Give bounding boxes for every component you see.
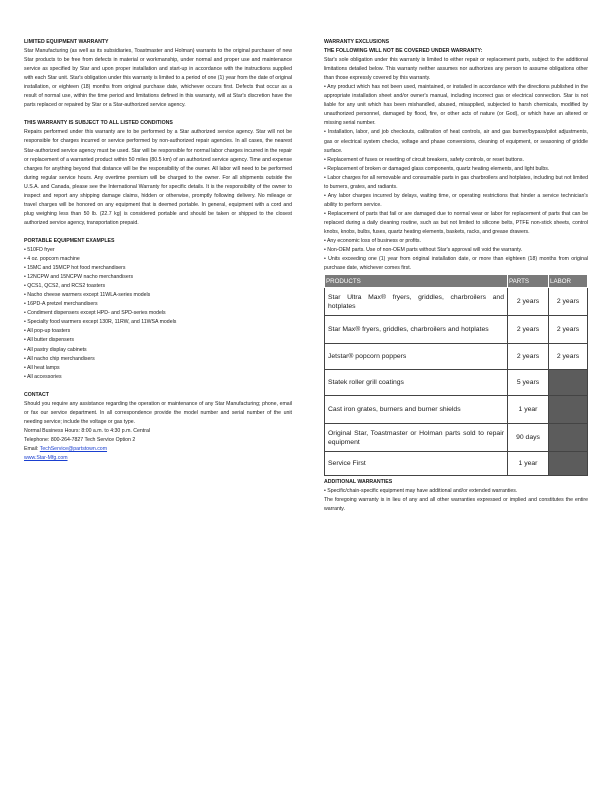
labor-cell-empty bbox=[549, 424, 588, 452]
exclusions-text: Star's sole obligation under this warranty is limited to either repair or replacement parts, subject to the additional limitations detailed below. This warranty neither assumes nor authorizes any person to assume obligations other than those expressly covered by this warranty. bbox=[324, 57, 588, 82]
table-row bbox=[325, 288, 588, 316]
telephone: Telephone: 800-264-7827 Tech Service Option 2 bbox=[24, 436, 136, 443]
list-item: • Specialty food warmers except 130R, 11RW, and 11WSA models bbox=[24, 319, 177, 326]
labor-cell: 2 years bbox=[549, 316, 588, 344]
left-column bbox=[24, 38, 292, 463]
list-item: • QCS1, QCS2, and RCS2 toasters bbox=[24, 283, 106, 290]
list-item: • Installation, labor, and job checkouts, calibration of heat controls, air and gas burner/bypass/pilot adjustments, gas or electrical system checks, voltage and phase conversions, cleaning of equipment, or seasoning of griddle surface. bbox=[324, 129, 588, 154]
parts-cell: 2 years bbox=[508, 316, 549, 344]
list-item: • All pastry display cabinets bbox=[24, 346, 87, 353]
labor-cell-empty bbox=[549, 396, 588, 424]
list-item: • All pop-up toasters bbox=[24, 328, 71, 335]
list-item: • Any product which has not been used, maintained, or installed in accordance with the directions published in the appropriate installation sheet and/or owner's manual, including incorrect gas or electrical connection. Star is not liable for any unit which has been mishandled, abused, misapplied, subjected to harsh chemicals, modified by unauthorized personnel, damaged by flood, fire, or other acts of nature (or God), or which have an altered or missing serial number. bbox=[324, 84, 588, 127]
product-cell: Statek roller grill coatings bbox=[325, 370, 508, 396]
list-item: • Replacement of broken or damaged glass components, quartz heating elements, and light bulbs. bbox=[324, 165, 550, 172]
parts-cell: 5 years bbox=[508, 370, 549, 396]
section-title-contact: CONTACT bbox=[24, 391, 49, 398]
email-link[interactable]: TechService@partstown.com bbox=[39, 445, 108, 452]
header-parts: PARTS bbox=[508, 275, 549, 288]
parts-cell: 1 year bbox=[508, 396, 549, 424]
warranty-table bbox=[324, 274, 588, 476]
list-item: • 16PD-A pretzel merchandisers bbox=[24, 301, 98, 308]
business-hours: Normal Business Hours: 8:00 a.m. to 4:30 p.m. Central bbox=[24, 427, 150, 434]
entire-warranty-text: The foregoing warranty is in lieu of any and all other warranties expressed or implied and constitutes the entire warranty. bbox=[324, 497, 588, 513]
labor-cell-empty bbox=[549, 452, 588, 476]
table-row bbox=[325, 452, 588, 476]
list-item: • Nacho cheese warmers except 11WLA-series models bbox=[24, 292, 151, 299]
product-cell: Cast iron grates, burners and burner shields bbox=[325, 396, 508, 424]
email-line bbox=[24, 445, 292, 454]
list-item: • Labor charges for all removable and consumable parts in gas charbroilers and hotplates, including but not limited to burners, grates, and radiants. bbox=[324, 174, 588, 190]
parts-cell: 2 years bbox=[508, 288, 549, 316]
list-item: • Condiment dispensers except HPD- and SPD-series models bbox=[24, 310, 166, 317]
section-title-exclusions: WARRANTY EXCLUSIONS bbox=[324, 39, 390, 45]
labor-cell: 2 years bbox=[549, 344, 588, 370]
list-item: • Any labor charges incurred by delays, waiting time, or operating restrictions that hinder a service technician's ability to perform service. bbox=[324, 192, 588, 208]
table-row bbox=[325, 344, 588, 370]
portable-examples-list bbox=[24, 246, 292, 382]
table-row bbox=[325, 370, 588, 396]
list-item: • Any economic loss of business or profits. bbox=[324, 238, 421, 245]
email-label: Email: bbox=[24, 445, 40, 452]
list-item: • 15MC and 15MCP hot food merchandisers bbox=[24, 265, 126, 272]
list-item: • Replacement of fuses or resetting of circuit breakers, safety controls, or reset buttons. bbox=[324, 156, 524, 163]
product-cell: Jetstar® popcorn poppers bbox=[325, 344, 508, 370]
labor-cell: 2 years bbox=[549, 288, 588, 316]
labor-cell-empty bbox=[549, 370, 588, 396]
section-title-portable-examples: PORTABLE EQUIPMENT EXAMPLES bbox=[24, 237, 115, 244]
table-header-row bbox=[325, 275, 588, 288]
list-item: • All accessories bbox=[24, 373, 62, 380]
list-item: • 510FD fryer bbox=[24, 246, 55, 253]
list-item: • All heat lamps bbox=[24, 364, 60, 371]
header-labor: LABOR bbox=[549, 275, 588, 288]
table-row bbox=[325, 424, 588, 452]
list-item: • Units exceeding one (1) year from original installation date, or more than eighteen (18) months from original purchase date, whichever comes first. bbox=[324, 256, 588, 272]
list-item: • 12NCPW and 15NCPW nacho merchandisers bbox=[24, 274, 134, 281]
list-item: • All butter dispensers bbox=[24, 337, 74, 344]
section-title-limited-warranty: LIMITED EQUIPMENT WARRANTY bbox=[24, 39, 109, 45]
section-title-conditions: THIS WARRANTY IS SUBJECT TO ALL LISTED CONDITIONS bbox=[24, 120, 173, 127]
contact-text: Should you require any assistance regarding the operation or maintenance of any Star Manufacturing; phone, email or fax our service department. In all correspondence provide the model number and serial number of the unit needing service; include the voltage or gas type. bbox=[24, 400, 292, 425]
exclusions-list bbox=[324, 83, 588, 273]
additional-item: • Specific/chain-specific equipment may have additional and/or extended warranties. bbox=[324, 488, 518, 495]
product-cell: Star Ultra Max® fryers, griddles, charbroilers and hotplates bbox=[325, 288, 508, 316]
table-row bbox=[325, 396, 588, 424]
product-cell: Service First bbox=[325, 452, 508, 476]
section-title-additional: ADDITIONAL WARRANTIES bbox=[324, 479, 393, 486]
header-products: PRODUCTS bbox=[325, 275, 508, 288]
table-row bbox=[325, 316, 588, 344]
right-column bbox=[324, 38, 588, 514]
product-cell: Star Max® fryers, griddles, charbroilers and hotplates bbox=[325, 316, 508, 344]
parts-cell: 2 years bbox=[508, 344, 549, 370]
limited-warranty-text: Star Manufacturing (as well as its subsidiaries, Toastmaster and Holman) warrants to the original purchaser of new Star products to be free from defects in material or workmanship, under normal and proper use and maintenance service as specified by Star and upon proper installation and start-up in accordance with the instructions supplied with each Star unit. Star's obligation under this warranty is limited to a period of one (1) year from the date of original installation, or eighteen (18) months from original purchase date, whichever occurs first. Defects that occur as a result of normal use, within the time period and limitations defined in this warranty, will at Star's discretion have the parts replaced or repaired by Star or a Star-authorized service agency. bbox=[24, 48, 292, 109]
list-item: • Replacement of parts that fail or are damaged due to normal wear or labor for replacement of parts that can be replaced during a daily cleaning routine, such as but not limited to silicone belts, PTFE non-stick sheets, control knobs, knobs, bulbs, fuses, quartz heating elements, baskets, racks, and grease drawers. bbox=[324, 210, 588, 235]
exclusions-subtitle: THE FOLLOWING WILL NOT BE COVERED UNDER WARRANTY: bbox=[324, 48, 483, 55]
product-cell: Original Star, Toastmaster or Holman parts sold to repair equipment bbox=[325, 424, 508, 452]
conditions-text: Repairs performed under this warranty are to be performed by a Star authorized service agency. Star will not be responsible for charges incurred or service performed by non-authorized repair agencies. In all cases, the nearest Star-authorized service agency must be used. Star will be responsible for normal labor charges incurred in the repair or replacement of a warranted product within 50 miles (80.5 km) of an authorized service agency. Time and expense charges for anything beyond that distance will be the responsibility of the owner. All labor will need to be performed during regular service hours. Any overtime premium will be charged to the owner. For all shipments outside the U.S.A. and Canada, please see the International Warranty for specific details. It is the responsibility of the owner to inspect and report any shipping damage claims, hidden or otherwise, promptly following delivery. No mileage or travel charges will be honored on any equipment that is deemed portable. In general, equipment with a cord and plug weighing less than 50 lb. (22.7 kg) is considered portable and should be taken or shipped to the closest authorized service agency, transportation prepaid. bbox=[24, 129, 292, 226]
list-item: • 4 oz. popcorn machine bbox=[24, 256, 80, 263]
list-item: • Non-OEM parts. Use of non-OEM parts without Star's approval will void the warranty. bbox=[324, 247, 523, 254]
parts-cell: 1 year bbox=[508, 452, 549, 476]
list-item: • All nacho chip merchandisers bbox=[24, 355, 95, 362]
parts-cell: 90 days bbox=[508, 424, 549, 452]
website-link[interactable]: www.Star-Mfg.com bbox=[24, 455, 68, 462]
